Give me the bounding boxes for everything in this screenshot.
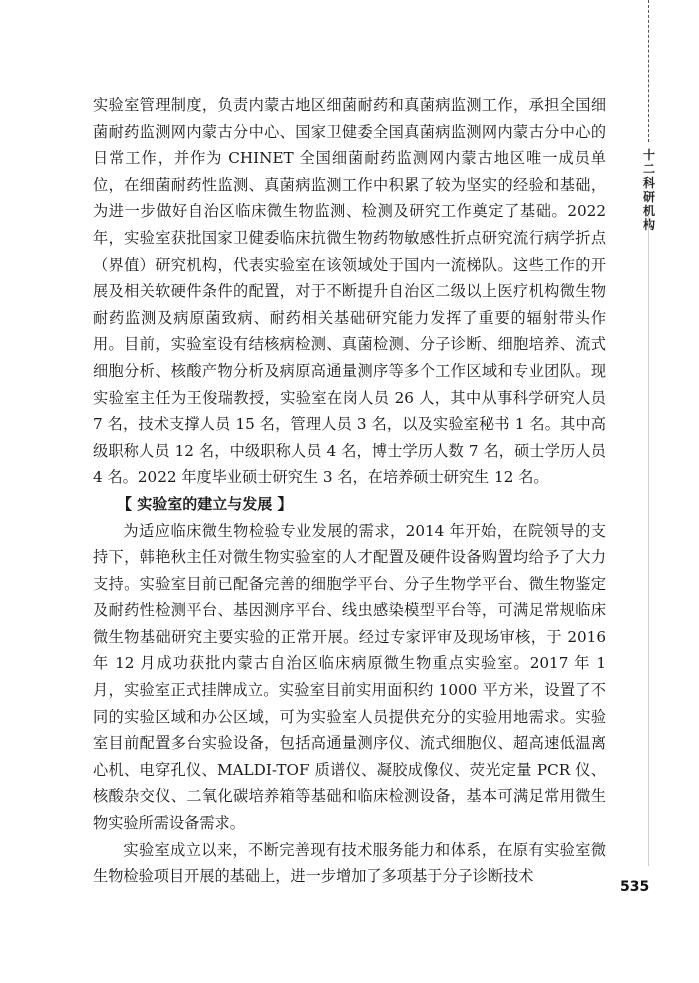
body-paragraph: 实验室成立以来，不断完善现有技术服务能力和体系，在原有实验室微生物检验项目开展的基础上，进一步增加了多项基于分子诊断技术	[93, 840, 606, 886]
page-number: 535	[620, 876, 660, 898]
chapter-side-tab: 十二 科研机构	[642, 148, 655, 232]
side-tab-dashed-rule	[648, 0, 649, 142]
side-margin-rule	[648, 216, 649, 866]
body-paragraph: 为适应临床微生物检验专业发展的需求，2014 年开始，在院领导的支持下，韩艳秋主任对微生物实验室的人才配置及硬件设备购置均给予了大力支持。实验室目前已配备完善的细胞学平台、分子生物学平台、微生物鉴定及耐药性检测平台、基因测序平台、线虫感染模型平台等，可满足常规临床微生物基础研究主要实验的正常开展。经过专家评审及现场审核，于 2016 年 12 月成功获批内蒙古自治区临床病原微生物重点实验室。2017 年 1 月，实验室正式挂牌成立。实验室目前实用面积约 1000 平方米，设置了不同的实验区域和办公区域，可为实验室人员提供充分的实验用地需求。实验室目前配置多台实验设备，包括高通量测序仪、流式细胞仪、超高速低温离心机、电穿孔仪、MALDI-TOF 质谱仪、凝胶成像仪、荧光定量 PCR 仪、核酸杂交仪、二氧化碳培养箱等基础和临床检测设备，基本可满足常用微生物实验所需设备需求。	[93, 521, 606, 833]
body-paragraph: 实验室管理制度，负责内蒙古地区细菌耐药和真菌病监测工作，承担全国细菌耐药监测网内蒙古分中心、国家卫健委全国真菌病监测网内蒙古分中心的日常工作，并作为 CHINET 全国细菌耐药监测网内蒙古地区唯一成员单位，在细菌耐药性监测、真菌病监测工作中积累了较为坚实的经验和基础，为进一步做好自治区临床微生物监测、检测及研究工作奠定了基础。2022 年，实验室获批国家卫健委临床抗微生物药物敏感性折点研究流行病学折点（界值）研究机构，代表实验室在该领域处于国内一流梯队。这些工作的开展及相关软硬件条件的配置，对于不断提升自治区二级以上医疗机构微生物耐药监测及病原菌致病、耐药相关基础研究能力发挥了重要的辐射带头作用。目前，实验室设有结核病检测、真菌检测、分子诊断、细胞培养、流式细胞分析、核酸产物分析及病原高通量测序等多个工作区域和专业团队。现实验室主任为王俊瑞教授，实验室在岗人员 26 人，其中从事科学研究人员 7 名，技术支撑人员 15 名，管理人员 3 名，以及实验室秘书 1 名。其中高级职称人员 12 名，中级职称人员 4 名，博士学历人数 7 名，硕士学历人员 4 名。2022 年度毕业硕士研究生 3 名，在培养硕士研究生 12 名。	[93, 96, 606, 487]
section-heading: 【 实验室的建立与发展 】	[117, 494, 293, 513]
page-body	[93, 92, 606, 890]
